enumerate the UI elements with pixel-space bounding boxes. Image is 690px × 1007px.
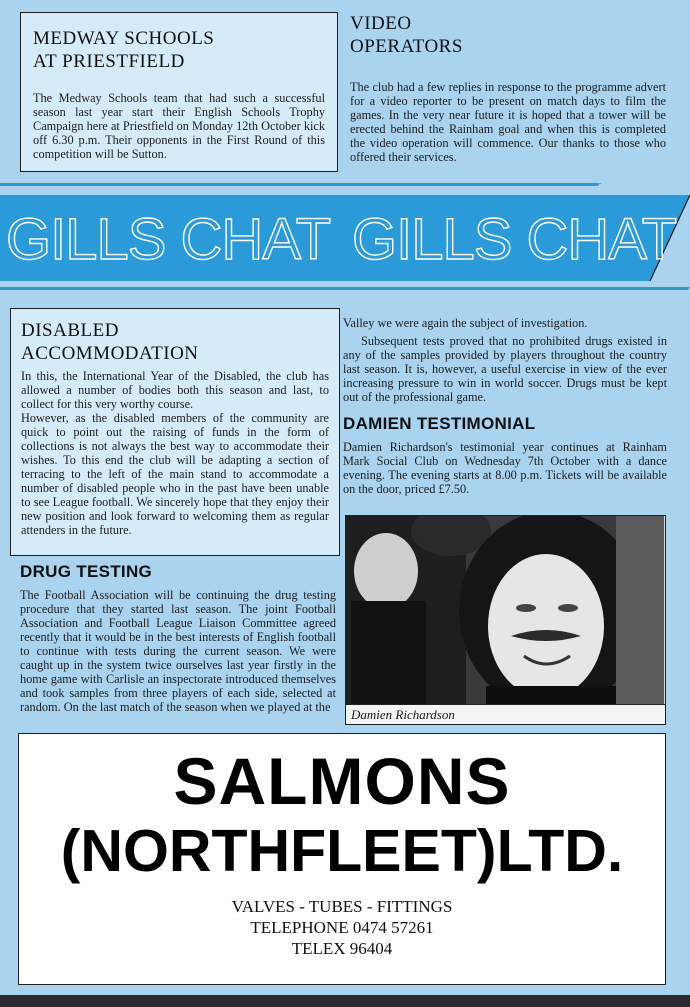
medway-title-line2: AT PRIESTFIELD: [33, 51, 185, 72]
drug-title: DRUG TESTING: [20, 562, 153, 581]
right-column: [343, 316, 667, 496]
disabled-title-line1: DISABLED: [21, 320, 119, 341]
disabled-title-line2: ACCOMMODATION: [21, 343, 199, 364]
damien-body: Damien Richardson's testimonial year continues at Rainham Mark Social Club on Wednesday 7th October with a dance evening. The evening starts at 8.00 p.m. Tickets will be available on the door, priced £7.50.: [343, 440, 667, 496]
disabled-accommodation-box: [10, 308, 340, 556]
gills-chat-banner: [0, 183, 690, 291]
video-operators-article: [350, 12, 666, 164]
photo-caption: Damien Richardson: [346, 704, 665, 724]
medway-schools-box: [20, 12, 338, 172]
banner-bottom-stripe: [0, 287, 690, 290]
damien-title: DAMIEN TESTIMONIAL: [343, 414, 536, 433]
advert-name: SALMONS: [173, 744, 511, 818]
advert-products: VALVES - TUBES - FITTINGS: [231, 897, 453, 916]
banner-text-right: GILLS CHAT: [352, 207, 677, 272]
photo-image: [346, 516, 664, 706]
video-body: The club had a few replies in response to the programme advert for a video reporter to be present on match days to film the games. In the very near future it is hoped that a tower will be erected behind the Rainham goal and when this is completed the video operation will commence. Our thanks to those who offered their services.: [350, 80, 666, 164]
advert-line2: (NORTHFLEET)LTD.: [60, 818, 624, 884]
banner-top-stripe: [0, 183, 600, 186]
drug-continued: Valley we were again the subject of investigation.: [343, 316, 588, 330]
page-bottom-edge: [0, 995, 690, 1007]
medway-title-line1: MEDWAY SCHOOLS: [33, 28, 215, 49]
video-title-line1: VIDEO: [350, 13, 412, 34]
advert-telephone: TELEPHONE 0474 57261: [250, 918, 434, 937]
salmons-advert: [18, 733, 666, 985]
drug-testing-article: [20, 560, 336, 714]
disabled-para1: In this, the International Year of the Disabled, the club has allowed a number of bodies both this season and last, to collect for this very worthy course.: [21, 369, 329, 411]
drug-para2: Subsequent tests proved that no prohibited drugs existed in any of the samples provided by players throughout the country last season. It is, however, a useful exercise in view of the ever increasing pressure to win in world soccer. Drugs must be kept out of the professional game.: [343, 334, 667, 404]
advert-telex: TELEX 96404: [291, 939, 393, 958]
video-title-line2: OPERATORS: [350, 36, 463, 57]
disabled-para2: However, as the disabled members of the community are quick to point out the raising of funds in the form of collections is not always the best way to accommodate their wishes. To this end the club will be adapting a section of terracing to the left of the main stand to accommodate a number of disabled people who in the past have been unable to see League football. We sincerely hope that they enjoy their new position and look forward to welcoming them as regular attenders in the future.: [21, 411, 329, 537]
banner-text-left: GILLS CHAT: [6, 207, 331, 272]
drug-body: The Football Association will be continuing the drug testing procedure that they started last season. The joint Football Association and Football League Liaison Committee agreed recently that it would be in the best interests of English football to continue with tests during the current season. We were caught up in the system twice ourselves last year firstly in the home game with Carlisle an inspectorate introduced themselves and took samples from three players of each side, selected at random. On the last match of the season when we played at the: [20, 588, 336, 714]
medway-body: The Medway Schools team that had such a successful season last year start their English Schools Trophy Campaign here at Priestfield on Monday 12th October kick off 6.30 p.m. Their opponents in the First Round of this competition will be Sutton.: [33, 91, 325, 161]
damien-photo: [345, 515, 666, 725]
